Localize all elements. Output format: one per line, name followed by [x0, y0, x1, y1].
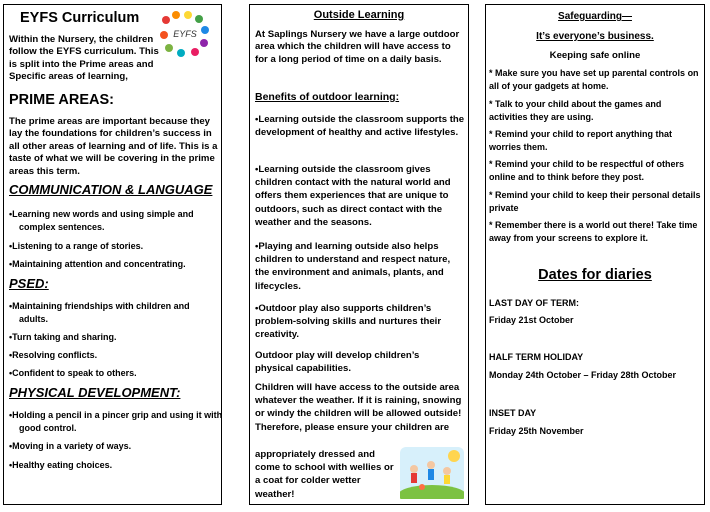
date-label: INSET DAY [489, 408, 537, 418]
weather-access-text: Children will have access to the outside area whatever the weather. If it is raining, snowing or windy the children will be allowed outside! Therefore, please ensure your children are [255, 382, 462, 433]
list-item: •Maintaining attention and concentrating. [9, 259, 186, 269]
list-item: •Resolving conflicts. [9, 350, 98, 360]
logo-text: EYFS [173, 29, 197, 39]
panel-title: Outside Learning [313, 9, 405, 21]
date-label: LAST DAY OF TERM: [489, 298, 580, 308]
list-item: •Learning outside the classroom supports the development of healthy and active lifestyles. [255, 114, 465, 139]
safety-tip: * Remind your child to keep their personal details private [489, 190, 701, 213]
panel-subtitle: It’s everyone’s business. [536, 31, 654, 42]
physical-capabilities-text: Outdoor play will develop children’s physical capabilities. [255, 350, 420, 375]
physical-development-heading: PHYSICAL DEVELOPMENT: [9, 385, 181, 400]
date-label: HALF TERM HOLIDAY [489, 352, 584, 362]
outside-learning-panel [249, 4, 469, 505]
list-item: •Turn taking and sharing. [9, 332, 117, 342]
intro-text: Within the Nursery, the children follow the EYFS curriculum. This is split into the Prime areas and Specific areas of learning, [9, 34, 159, 83]
prime-areas-text: The prime areas are important because they lay the foundations for children’s success in all other areas of learning and of life. This is a taste of what we will be covering in the prime areas this term. [9, 116, 218, 177]
psed-heading: PSED: [9, 276, 49, 291]
safeguarding-panel [485, 4, 705, 505]
list-item: •Confident to speak to others. [9, 368, 137, 378]
children-playing-outside-illustration [400, 447, 464, 499]
list-item: •Healthy eating choices. [9, 460, 113, 470]
safety-tip: * Remind your child to report anything that worries them. [489, 129, 673, 152]
date-value: Monday 24th October – Friday 28th October [489, 370, 677, 380]
safety-tip: * Talk to your child about the games and activities they are using. [489, 99, 662, 122]
list-item: •Holding a pencil in a pincer grip and using it with good control. [9, 410, 223, 433]
list-item: •Outdoor play also supports children’s problem-solving skills and nurtures their creativity. [255, 303, 442, 341]
list-item: •Listening to a range of stories. [9, 241, 144, 251]
safety-tip: * Make sure you have set up parental controls on all of your gadgets at home. [489, 68, 699, 91]
date-value: Friday 25th November [489, 426, 584, 436]
list-item: •Playing and learning outside also helps children to understand and respect nature, the environment and animals, plants, and lifecycles. [255, 241, 451, 292]
prime-areas-heading: PRIME AREAS: [9, 92, 114, 108]
eyfs-hands-logo-icon [160, 11, 210, 57]
benefits-heading: Benefits of outdoor learning: [255, 91, 400, 103]
weather-access-text-2: appropriately dressed and come to school with wellies or a coat for colder wetter weather! [255, 449, 394, 500]
list-item: •Moving in a variety of ways. [9, 441, 132, 451]
list-item: •Learning new words and using simple and complex sentences. [9, 209, 194, 232]
eyfs-curriculum-panel [3, 4, 222, 505]
list-item: •Maintaining friendships with children and adults. [9, 301, 190, 324]
panel-title: Safeguarding— [558, 11, 632, 22]
communication-language-heading: COMMUNICATION & LANGUAGE [9, 182, 213, 197]
safety-tip: * Remember there is a world out there! Take time away from your screens to explore it. [489, 220, 698, 243]
intro-text: At Saplings Nursery we have a large outdoor area which the children will have access to for a long period of time on a daily basis. [255, 29, 460, 65]
dates-heading: Dates for diaries [538, 267, 652, 283]
date-value: Friday 21st October [489, 315, 574, 325]
keeping-safe-online-heading: Keeping safe online [549, 50, 641, 61]
panel-title: EYFS Curriculum [20, 10, 140, 26]
safety-tip: * Remind your child to be respectful of others online and to think before they post. [489, 159, 685, 182]
list-item: •Learning outside the classroom gives children contact with the natural world and offers them experiences that are unique to outdoors, such as direct contact with the weather and the seasons. [255, 164, 451, 228]
